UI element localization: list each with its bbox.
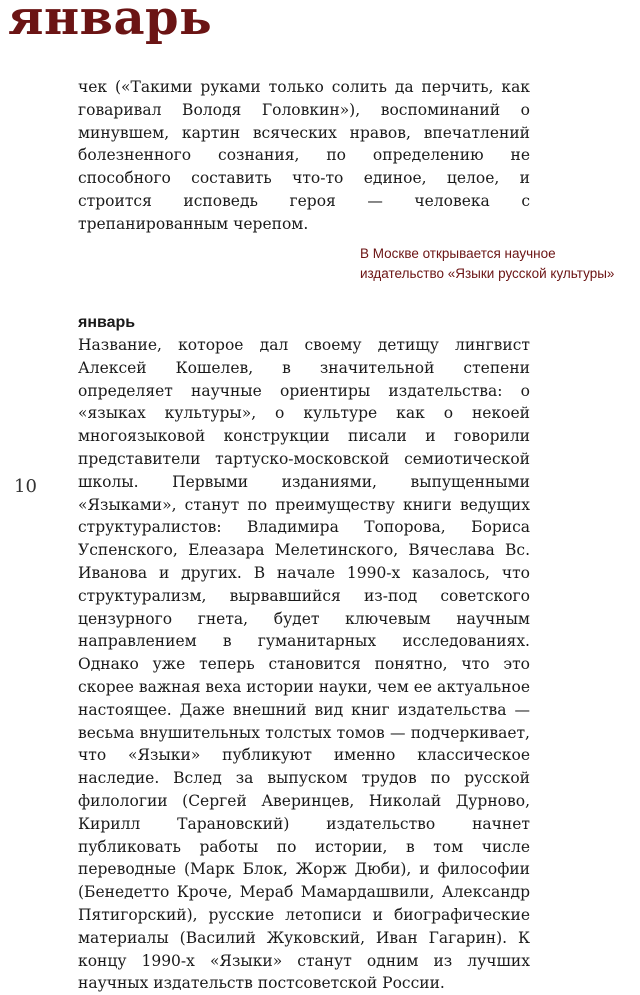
continuation-paragraph: чек («Такими руками только солить да перчить, как говаривал Володя Головкин»), воспоминаний о минувшем, картин всяческих нравов, впечатлений болезненного сознания, по определению не способного составить что-то единое, целое, и строится исповедь героя — человека с трепанированным черепом. [78,78,530,233]
sidenote: В Москве открывается научное издательство «Языки русской культуры» [360,246,615,281]
page-number: 10 [14,476,37,497]
entry-body: Название, которое дал своему детищу лингвист Алексей Кошелев, в значительной степени определяет научные ориентиры издательства: о «языках культуры», о культуре как о некоей многоязыковой конструкции писали и говорили представители тартуско-московской семиотической школы. Первыми изданиями, выпущенными «Языками», станут по преимуществу книги ведущих структуралистов: Владимира Топорова, Бориса Успенского, Елеазара Мелетинского, Вячеслава Вс. Иванова и других. В начале 1990-х казалось, что структурализм, вырвавшийся из-под советского цензурного гнета, будет ключевым научным направлением в гуманитарных исследованиях. Однако уже теперь становится понятно, что это скорее важная веха истории науки, чем ее актуальное настоящее. Даже внешний вид книг издательства — весьма внушительных толстых томов — подчеркивает, что «Языки» публикуют именно классическое наследие. Вслед за выпуском трудов по русской филологии (Сергей Аверинцев, Николай Дурново, Кирилл Тарановский) издательство начнет публиковать работы по истории, в том числе переводные (Марк Блок, Жорж Дюби), и философии (Бенедетто Кроче, Мераб Мамардашвили, Александр Пятигорский), русские летописи и биографические материалы (Василий Жуковский, Иван Гагарин). К концу 1990-х «Языки» станут одним из лучших научных издательств постсоветской России. [78,336,530,993]
entry-heading: январь [78,314,136,331]
entry-section [78,312,530,995]
running-head: январь [8,0,213,46]
